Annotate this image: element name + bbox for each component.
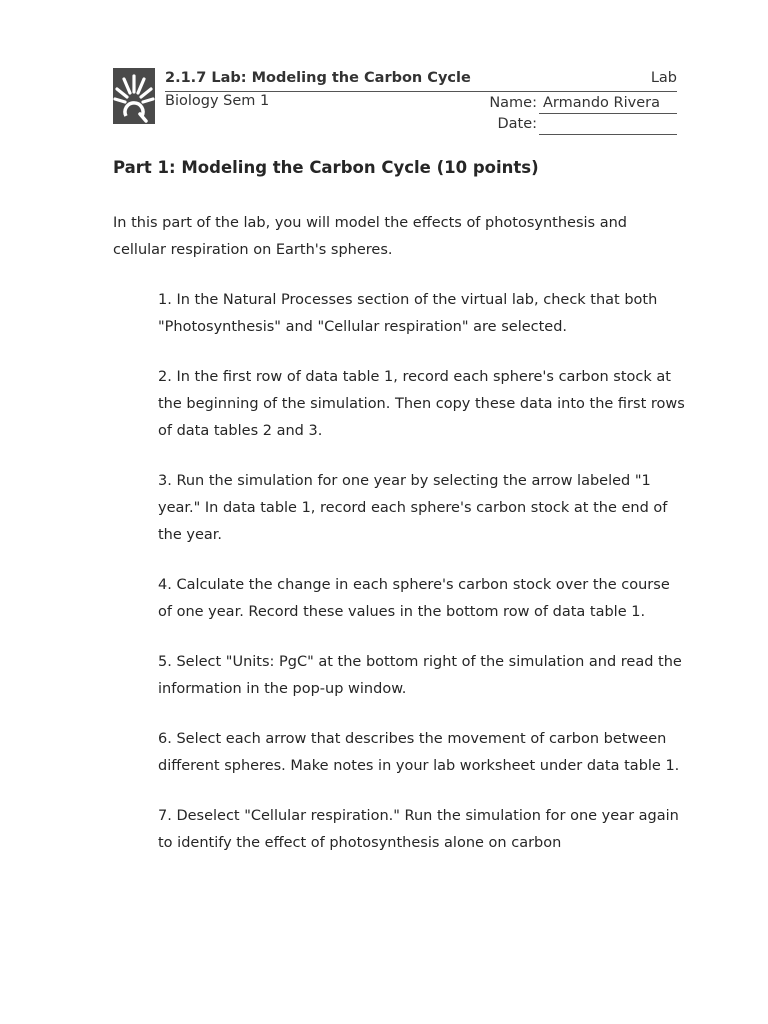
name-field[interactable]: Armando Rivera bbox=[539, 95, 677, 114]
instruction-step-6: 6. Select each arrow that describes the movement of carbon between different spheres. Make notes in your lab worksheet under data table 1. bbox=[158, 731, 680, 774]
section-heading: Part 1: Modeling the Carbon Cycle (10 points) bbox=[113, 158, 539, 177]
instruction-step-3: 3. Run the simulation for one year by selecting the arrow labeled "1 year." In data table 1, record each sphere's carbon stock at the end of the year. bbox=[158, 473, 668, 543]
instruction-step-1: 1. In the Natural Processes section of the virtual lab, check that both "Photosynthesis" and "Cellular respiration" are selected. bbox=[158, 292, 658, 335]
instruction-step-7: 7. Deselect "Cellular respiration." Run the simulation for one year again to identify the effect of photosynthesis alone on carbon bbox=[158, 808, 679, 851]
name-label: Name: bbox=[489, 95, 537, 111]
lab-title: 2.1.7 Lab: Modeling the Carbon Cycle bbox=[165, 70, 471, 86]
instruction-step-2: 2. In the first row of data table 1, record each sphere's carbon stock at the beginning of the simulation. Then copy these data into the first rows of data tables 2 and 3. bbox=[158, 369, 685, 439]
date-field[interactable] bbox=[539, 116, 677, 135]
instruction-list bbox=[158, 287, 686, 880]
intro-paragraph: In this part of the lab, you will model the effects of photosynthesis and cellular respiration on Earth's spheres. bbox=[113, 215, 627, 258]
sun-logo-icon bbox=[113, 68, 155, 124]
course-name: Biology Sem 1 bbox=[165, 93, 270, 109]
document-type-label: Lab bbox=[650, 70, 677, 86]
instruction-step-5: 5. Select "Units: PgC" at the bottom right of the simulation and read the information in the pop-up window. bbox=[158, 654, 682, 697]
date-label: Date: bbox=[497, 116, 537, 132]
header-divider bbox=[165, 91, 677, 92]
instruction-step-4: 4. Calculate the change in each sphere's carbon stock over the course of one year. Record these values in the bottom row of data table 1. bbox=[158, 577, 670, 620]
